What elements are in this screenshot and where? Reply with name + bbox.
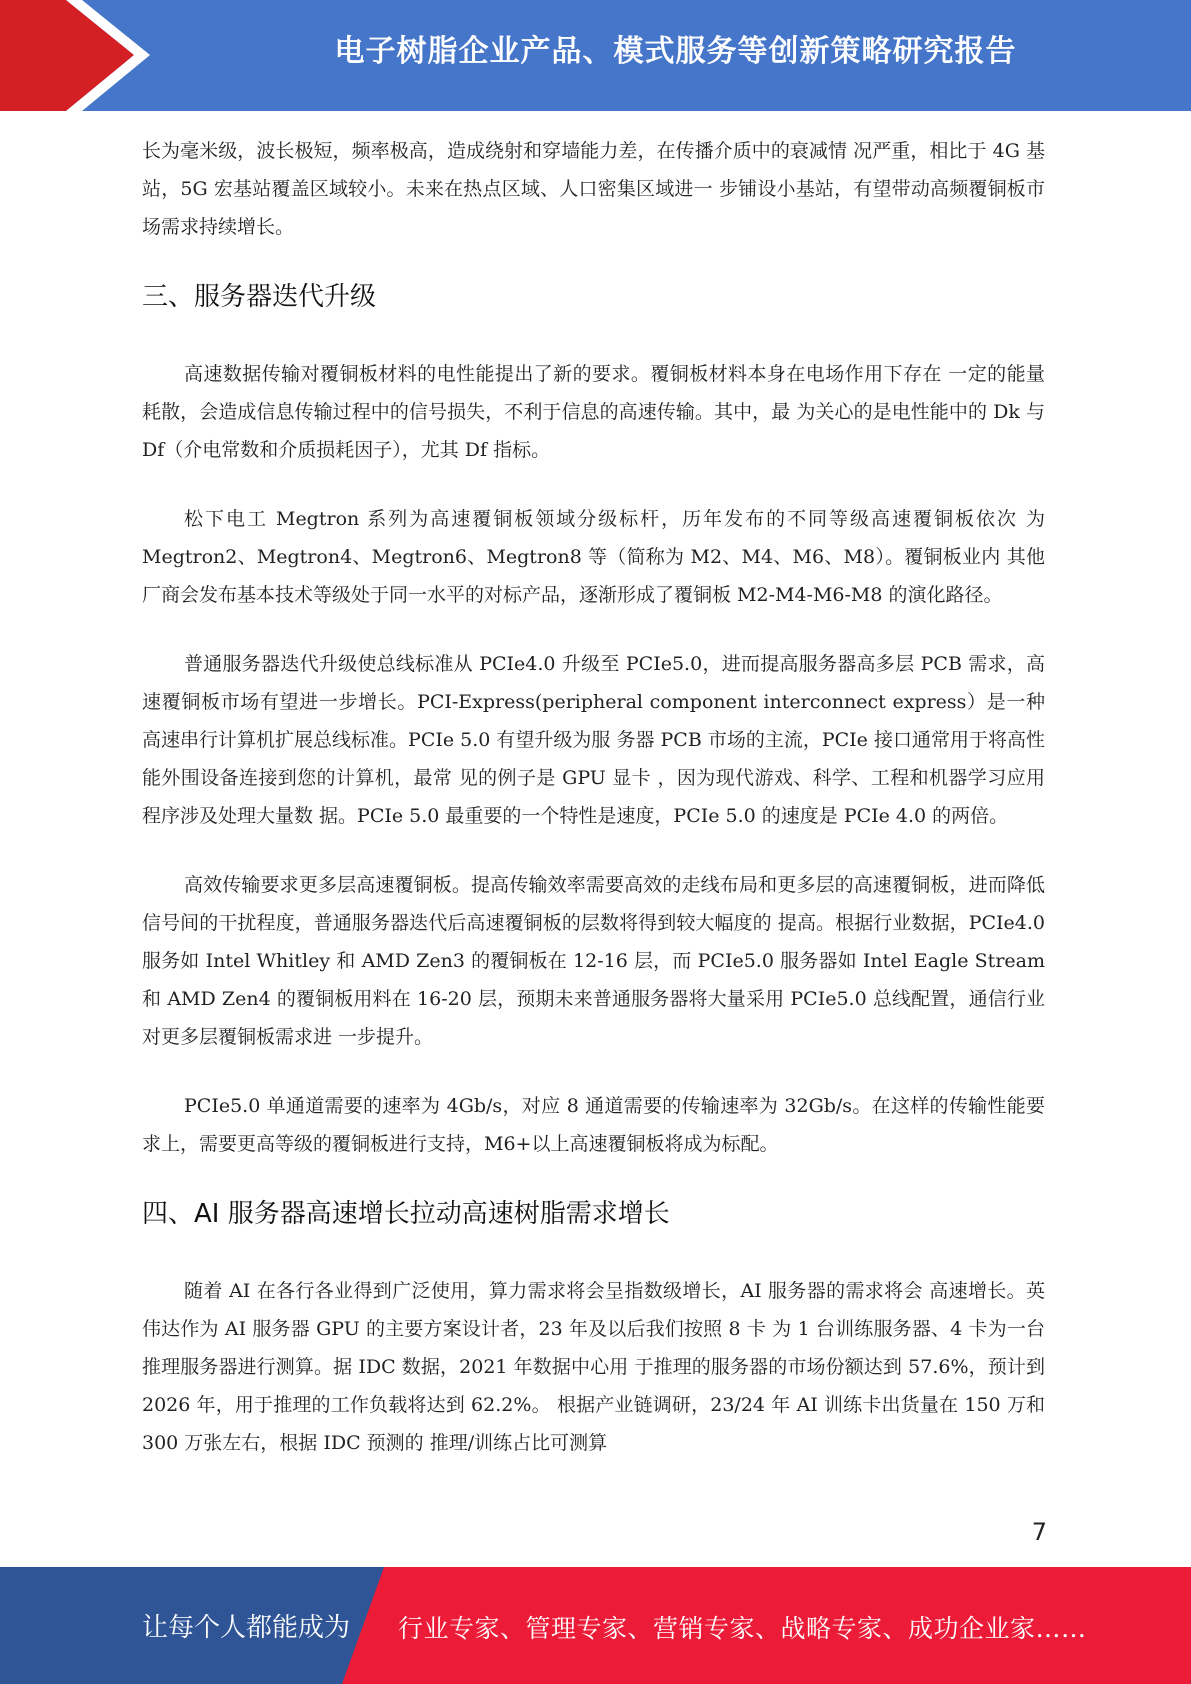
section-3-paragraph-5: PCIe5.0 单通道需要的速率为 4Gb/s，对应 8 通道需要的传输速率为 32Gb/s。在这样的传输性能要求上，需要更高等级的覆铜板进行支持，M6+以上高速覆铜板将成为标配。 [142,1095,1045,1155]
header-title: 电子树脂企业产品、模式服务等创新策略研究报告 [334,34,1017,69]
section-3-paragraph-2: 松下电工 Megtron 系列为高速覆铜板领域分级标杆，历年发布的不同等级高速覆铜板依次 为 Megtron2、Megtron4、Megtron6、Megtron8 等（简称为 M2、M4、M6、M8）。覆铜板业内 其他厂商会发布基本技术等级处于同一水平的对标产品，逐渐形成了覆铜板 M2-M4-M6-M8 的演化路径。 [142,508,1045,606]
section-4-heading: 四、AI 服务器高速增长拉动高速树脂需求增长 [142,1199,670,1229]
document-body [142,132,1045,1462]
section-3-paragraph-3: 普通服务器迭代升级使总线标准从 PCIe4.0 升级至 PCIe5.0，进而提高服务器高多层 PCB 需求，高速覆铜板市场有望进一步增长。PCI-Express(peripheral component interconnect express）是一种高速串行计算机扩展总线标准。PCIe 5.0 有望升级为服 务器 PCB 市场的主流，PCIe 接口通常用于将高性能外围设备连接到您的计算机，最常 见的例子是 GPU 显卡 ，因为现代游戏、科学、工程和机器学习应用程序涉及处理大量数 据。PCIe 5.0 最重要的一个特性是速度，PCIe 5.0 的速度是 PCIe 4.0 的两倍。 [142,653,1045,827]
section-3-heading: 三、服务器迭代升级 [142,282,377,312]
section-4-paragraph-1: 随着 AI 在各行各业得到广泛使用，算力需求将会呈指数级增长，AI 服务器的需求将会 高速增长。英伟达作为 AI 服务器 GPU 的主要方案设计者，23 年及以后我们按照 8 卡 为 1 台训练服务器、4 卡为一台推理服务器进行测算。据 IDC 数据，2021 年数据中心用 于推理的服务器的市场份额达到 57.6%，预计到 2026 年，用于推理的工作负载将达到 62.2%。 根据产业链调研，23/24 年 AI 训练卡出货量在 150 万和 300 万张左右，根据 IDC 预测的 推理/训练占比可测算 [142,1280,1045,1454]
page-number: 7 [1031,1518,1047,1546]
footer-slogan-left: 让每个人都能成为 [142,1613,351,1643]
page-footer [0,1567,1191,1684]
section-3-paragraph-4: 高效传输要求更多层高速覆铜板。提高传输效率需要高效的走线布局和更多层的高速覆铜板，进而降低信号间的干扰程度，普通服务器迭代后高速覆铜板的层数将得到较大幅度的 提高。根据行业数据，PCIe4.0 服务如 Intel Whitley 和 AMD Zen3 的覆铜板在 12-16 层，而 PCIe5.0 服务器如 Intel Eagle Stream 和 AMD Zen4 的覆铜板用料在 16-20 层，预期未来普通服务器将大量采用 PCIe5.0 总线配置，通信行业对更多层覆铜板需求进 一步提升。 [142,874,1045,1048]
section-3-paragraph-1: 高速数据传输对覆铜板材料的电性能提出了新的要求。覆铜板材料本身在电场作用下存在 一定的能量耗散，会造成信息传输过程中的信号损失，不利于信息的高速传输。其中，最 为关心的是电性能中的 Dk 与 Df（介电常数和介质损耗因子），尤其 Df 指标。 [142,363,1045,461]
footer-slogan-right: 行业专家、管理专家、营销专家、战略专家、成功企业家…… [398,1614,1087,1643]
page-header [0,0,1191,111]
intro-paragraph: 长为毫米级，波长极短，频率极高，造成绕射和穿墙能力差，在传播介质中的衰减情 况严重，相比于 4G 基站，5G 宏基站覆盖区域较小。未来在热点区域、人口密集区域进一 步铺设小基站，有望带动高频覆铜板市场需求持续增长。 [142,140,1045,238]
